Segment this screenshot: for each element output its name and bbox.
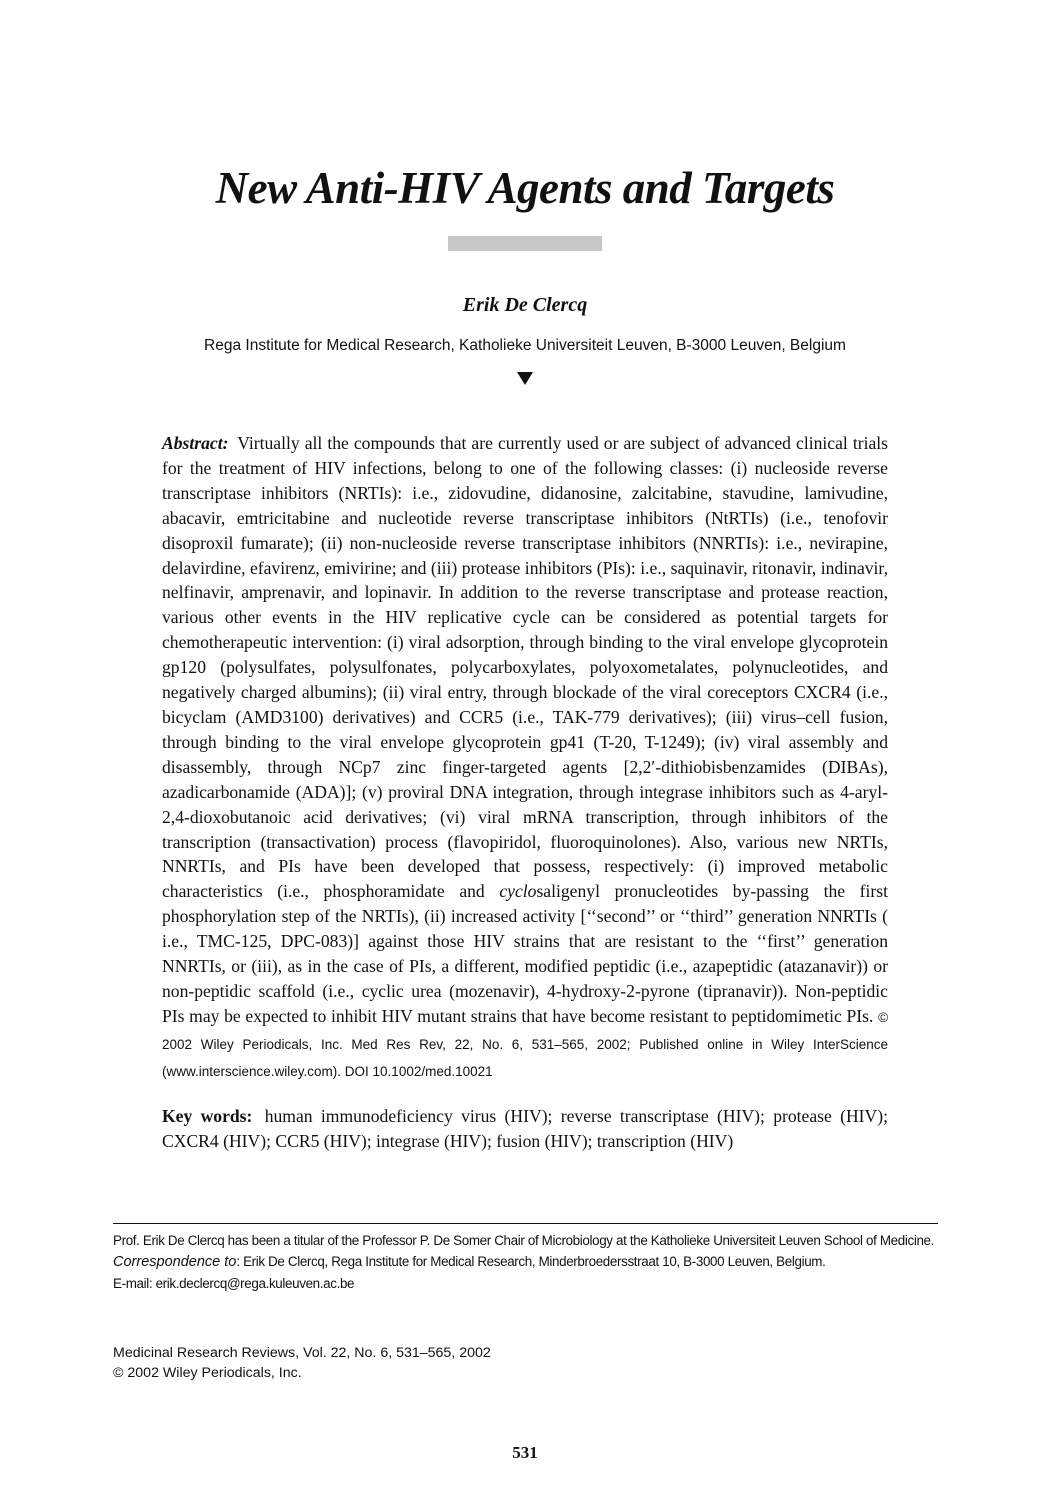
keywords [162,1104,888,1154]
abstract [162,431,888,1085]
keywords-text: human immunodeficiency virus (HIV); reverse transcriptase (HIV); protease (HIV); CXCR4 (HIV); CCR5 (HIV); integrase (HIV); fusion (HIV); transcription (HIV) [162,1106,888,1151]
abstract-italic-prefix: cyclo [499,881,537,902]
email-line: E-mail: erik.declercq@rega.kuleuven.ac.be [113,1276,355,1291]
abstract-citation: © 2002 Wiley Periodicals, Inc. Med Res Rev, 22, No. 6, 531–565, 2002; Published online in Wiley InterScience (www.interscience.wiley.com). DOI 10.1002/med.10021 [162,1009,889,1079]
author-bio-note: Prof. Erik De Clercq has been a titular of the Professor P. De Somer Chair of Microbiology at the Katholieke Universiteit Leuven School of Medicine. [113,1233,935,1248]
paper-title: New Anti-HIV Agents and Targets [215,163,835,213]
abstract-text-part2: saligenyl pronucleotides by-passing the first phosphorylation step of the NRTIs), (ii) increased activity [‘‘second’’ or ‘‘third’’ generation NNRTIs ( i.e., TMC-125, DPC-083)] against those HIV strains that are resistant to the ‘‘first’’ generation NNRTIs, or (iii), as in the case of PIs, a different, modified peptidic (i.e., azapeptidic (atazanavir)) or non-peptidic scaffold (i.e., cyclic urea (mozenavir), 4-hydroxy-2-pyrone (tipranavir)). Non-peptidic PIs may be expected to inhibit HIV mutant strains that have become resistant to peptidomimetic PIs. [162,881,888,1026]
journal-info [113,1343,938,1383]
footnote-divider [113,1223,938,1224]
footnotes [113,1230,938,1294]
author-affiliation: Rega Institute for Medical Research, Katholieke Universiteit Leuven, B-3000 Leuven, Belgium [204,337,846,354]
journal-copyright: © 2002 Wiley Periodicals, Inc. [113,1365,302,1381]
keywords-label: Key words: [162,1106,253,1126]
triangle-down-icon [517,372,533,385]
correspondence-note [113,1251,938,1273]
abstract-label: Abstract: [162,433,229,453]
page-number: 531 [512,1443,538,1462]
correspondence-label: Correspondence to [113,1254,237,1270]
correspondence-text: : Erik De Clercq, Rega Institute for Medical Research, Minderbroedersstraat 10, B-3000 Leuven, Belgium. [236,1254,826,1269]
author-name: Erik De Clercq [462,294,588,316]
journal-citation: Medicinal Research Reviews, Vol. 22, No. 6, 531–565, 2002 [113,1345,491,1361]
abstract-text-part1: Virtually all the compounds that are currently used or are subject of advanced clinical trials for the treatment of HIV infections, belong to one of the following classes: (i) nucleoside reverse transcriptase inhibitors (NRTIs): i.e., zidovudine, didanosine, zalcitabine, stavudine, lamivudine, abacavir, emtricitabine and nucleotide reverse transcriptase inhibitors (NtRTIs) (i.e., tenofovir disoproxil fumarate); (ii) non-nucleoside reverse transcriptase inhibitors (NNRTIs): i.e., nevirapine, delavirdine, efavirenz, emivirine; and (iii) protease inhibitors (PIs): i.e., saquinavir, ritonavir, indinavir, nelfinavir, amprenavir, and lopinavir. In addition to the reverse transcriptase and protease reaction, various other events in the HIV replicative cycle can be considered as potential targets for chemotherapeutic intervention: (i) viral adsorption, through binding to the viral envelope glycoprotein gp120 (polysulfates, polysulfonates, polycarboxylates, polyoxometalates, polynucleotides, and negatively charged albumins); (ii) viral entry, through blockade of the viral coreceptors CXCR4 (i.e., bicyclam (AMD3100) derivatives) and CCR5 (i.e., TAK-779 derivatives); (iii) virus–cell fusion, through binding to the viral envelope glycoprotein gp41 (T-20, T-1249); (iv) viral assembly and disassembly, through NCp7 zinc finger-targeted agents [2,2′-dithiobisbenzamides (DIBAs), azadicarbonamide (ADA)]; (v) proviral DNA integration, through integrase inhibitors such as 4-aryl-2,4-dioxobutanoic acid derivatives; (vi) viral mRNA transcription, through inhibitors of the transcription (transactivation) process (flavopiridol, fluoroquinolones). Also, various new NRTIs, NNRTIs, and PIs have been developed that possess, respectively: (i) improved metabolic characteristics (i.e., phosphoramidate and [162,433,888,902]
title-divider-bar [448,236,602,251]
